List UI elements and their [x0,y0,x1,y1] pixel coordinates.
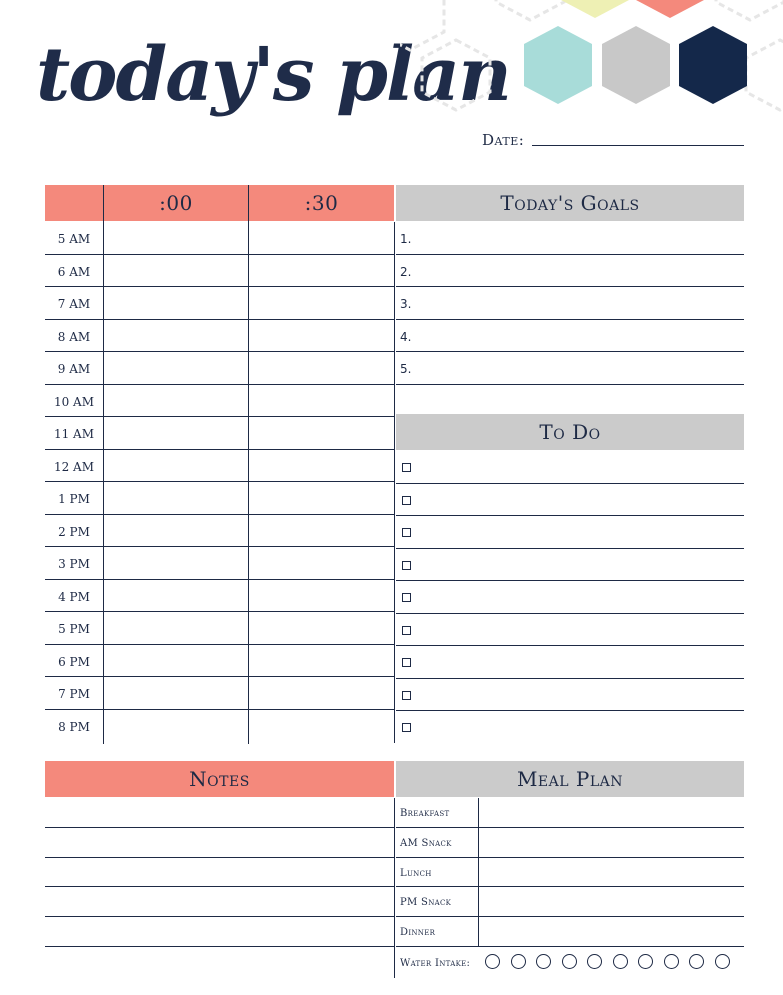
coral-hexagon [636,0,704,18]
todo-checkbox[interactable] [402,561,411,570]
schedule-row[interactable] [45,417,394,450]
todo-row[interactable] [396,549,744,582]
goal-number: 5. [400,362,412,376]
notes-line[interactable] [45,887,394,917]
date-field-line[interactable] [532,145,744,146]
time-label: 5 AM [57,232,91,246]
time-label: 9 AM [57,362,91,376]
notes-header: Notes [45,761,394,797]
water-glass-circle[interactable] [715,954,730,969]
water-glass-circle[interactable] [587,954,602,969]
meal-row[interactable] [396,798,744,828]
notes-meal-divider [394,798,395,978]
schedule-row[interactable] [45,352,394,385]
time-label: 11 AM [53,427,95,441]
schedule-header-00: :00 [104,185,248,221]
schedule-row[interactable] [45,677,394,710]
mint-hexagon [524,26,592,104]
time-label: 7 AM [57,297,91,311]
schedule-row[interactable] [45,515,394,548]
goal-row[interactable] [396,222,744,255]
time-label: 1 PM [58,492,90,506]
navy-hexagon [679,26,747,104]
page-title: today's plan [36,32,510,118]
meal-label: PM Snack [400,897,452,909]
water-glass-circle[interactable] [562,954,577,969]
water-glass-circle[interactable] [536,954,551,969]
schedule-header-30: :30 [249,185,394,221]
water-glass-circle[interactable] [485,954,500,969]
todo-checkbox[interactable] [402,593,411,602]
notes-line[interactable] [45,858,394,888]
schedule-divider [394,222,395,743]
todo-row[interactable] [396,679,744,712]
goal-spacer-row[interactable] [396,385,744,417]
notes-line[interactable] [45,917,394,947]
schedule-divider [103,185,104,744]
water-glass-circle[interactable] [664,954,679,969]
todo-header: To Do [396,414,744,450]
schedule-row[interactable] [45,645,394,678]
time-label: 2 PM [58,524,90,539]
gray-hexagon [602,26,670,104]
date-label: Date: [482,131,525,149]
schedule-row[interactable] [45,287,394,320]
schedule-row[interactable] [45,222,394,255]
todo-row[interactable] [396,516,744,549]
meal-label: Breakfast [400,808,450,819]
meal-label: AM Snack [400,837,452,849]
goal-number: 1. [400,232,412,246]
schedule-row[interactable] [45,450,394,483]
schedule-row[interactable] [45,580,394,613]
time-label: 7 PM [58,687,90,701]
time-label: 10 AM [53,394,95,409]
todo-checkbox[interactable] [402,723,411,732]
water-glass-circle[interactable] [613,954,628,969]
schedule-row[interactable] [45,710,394,742]
goals-header: Today's Goals [396,185,744,221]
schedule-row[interactable] [45,612,394,645]
time-label: 6 AM [57,264,91,279]
todo-row[interactable] [396,451,744,484]
time-label: 6 PM [58,654,90,669]
todo-row[interactable] [396,711,744,743]
meal-plan-header: Meal Plan [396,761,744,797]
meal-row[interactable] [396,828,744,858]
todo-row[interactable] [396,646,744,679]
goal-row[interactable] [396,287,744,320]
schedule-row[interactable] [45,385,394,418]
meal-row[interactable] [396,858,744,888]
goal-row[interactable] [396,255,744,288]
todo-row[interactable] [396,581,744,614]
goal-number: 4. [400,329,412,344]
todo-checkbox[interactable] [402,691,411,700]
todo-checkbox[interactable] [402,658,411,667]
meal-divider [478,798,479,946]
decorative-hexagons [400,0,783,120]
water-glass-circle[interactable] [511,954,526,969]
time-label: 8 AM [57,329,91,344]
schedule-row[interactable] [45,547,394,580]
meal-row[interactable] [396,917,744,947]
water-glass-circle[interactable] [689,954,704,969]
yellow-hexagon [561,0,629,18]
time-label: 12 AM [53,459,95,474]
todo-row[interactable] [396,484,744,517]
time-label: 3 PM [58,557,90,571]
schedule-row[interactable] [45,320,394,353]
goal-row[interactable] [396,352,744,385]
todo-checkbox[interactable] [402,626,411,635]
goal-number: 2. [400,264,412,279]
water-glass-circle[interactable] [638,954,653,969]
todo-checkbox[interactable] [402,528,411,537]
goal-number: 3. [400,297,412,311]
todo-checkbox[interactable] [402,496,411,505]
meal-row[interactable] [396,887,744,917]
goal-row[interactable] [396,320,744,353]
meal-label: Lunch [400,867,432,879]
schedule-row[interactable] [45,255,394,288]
todo-row[interactable] [396,614,744,647]
time-label: 8 PM [58,719,90,734]
schedule-divider [248,185,249,744]
water-intake-label: Water Intake: [400,958,471,969]
time-label: 5 PM [58,622,90,636]
schedule-header-corner [45,185,103,221]
time-label: 4 PM [58,589,90,604]
todo-checkbox[interactable] [402,463,411,472]
schedule-row[interactable] [45,482,394,515]
meal-label: Dinner [400,927,436,939]
notes-line[interactable] [45,828,394,858]
notes-line[interactable] [45,798,394,828]
